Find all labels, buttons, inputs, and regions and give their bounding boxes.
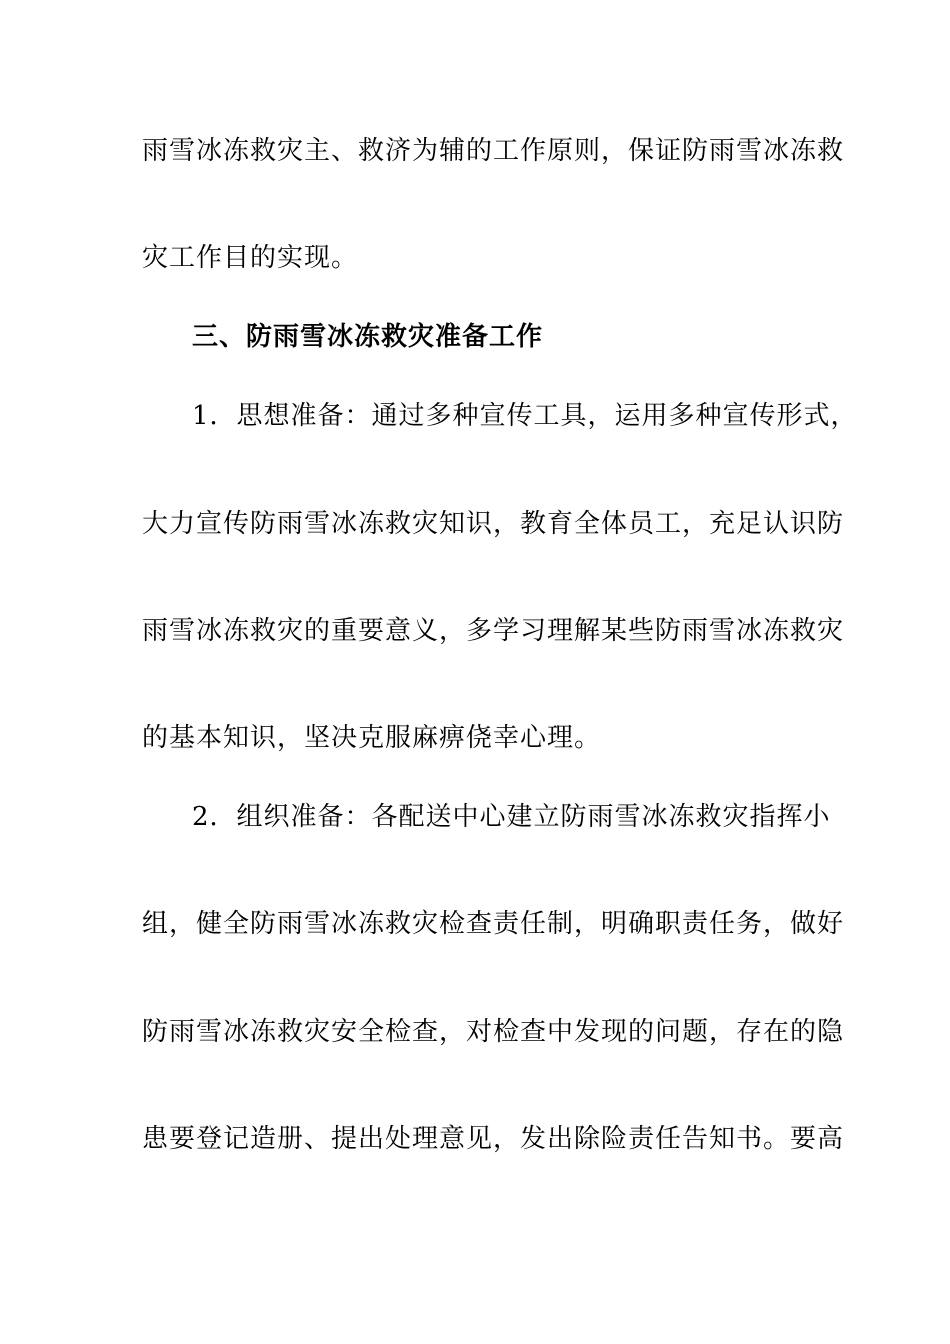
section-heading: 三、防雨雪冰冻救灾准备工作 — [192, 322, 544, 352]
paragraph-line-1: 雨雪冰冻救灾主、救济为辅的工作原则，保证防雨雪冰冻救 — [142, 136, 845, 166]
paragraph-line-10: 患要登记造册、提出处理意见，发出除险责任告知书。要高 — [142, 1124, 845, 1154]
paragraph-line-8: 组，健全防雨雪冰冻救灾检查责任制，明确职责任务，做好 — [142, 909, 845, 939]
paragraph-line-6: 的基本知识，坚决克服麻痹侥幸心理。 — [142, 723, 602, 753]
paragraph-line-9: 防雨雪冰冻救灾安全检查，对检查中发现的问题，存在的隐 — [142, 1017, 845, 1047]
paragraph-line-4: 大力宣传防雨雪冰冻救灾知识，教育全体员工，充足认识防 — [142, 509, 845, 539]
paragraph-line-2: 灾工作目的实现。 — [142, 243, 359, 273]
paragraph-line-3: 1．思想准备：通过多种宣传工具，运用多种宣传形式， — [192, 401, 858, 431]
paragraph-line-7: 2．组织准备：各配送中心建立防雨雪冰冻救灾指挥小 — [192, 802, 831, 832]
paragraph-line-5: 雨雪冰冻救灾的重要意义，多学习理解某些防雨雪冰冻救灾 — [142, 616, 845, 646]
